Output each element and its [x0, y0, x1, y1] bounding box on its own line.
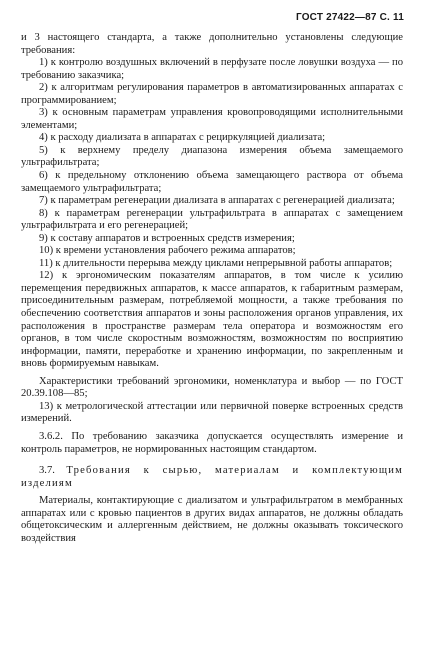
list-item-1: 1) к контролю воздушных включений в перфузате после ловушки воздуха — по требованию заказчика; — [21, 57, 403, 81]
paragraph-intro: и 3 настоящего стандарта, а также дополнительно установлены следующие требования: — [21, 32, 403, 56]
list-item-2: 2) к алгоритмам регулирования параметров в автоматизированных аппаратах с программированием; — [21, 82, 403, 106]
paragraph-ergonomics: Характеристики требований эргономики, номенклатура и выбор — по ГОСТ 20.39.108—85; — [21, 375, 403, 400]
paragraph-materials: Материалы, контактирующие с диализатом и ультрафильтратом в мембранных аппаратах или с кровью пациентов в других видах аппаратов, не должны обладать общетоксическим и аллергенным действием, не должны оказывать токсического воздействия — [21, 495, 403, 544]
paragraph-3-6-2: 3.6.2. По требованию заказчика допускается осуществлять измерение и контроль параметров, не нормированных настоящим стандартом. — [21, 430, 403, 455]
list-item-4: 4) к расходу диализата в аппаратах с рециркуляцией диализата; — [39, 132, 326, 144]
section-number: 3.7. — [39, 465, 55, 477]
list-item-8: 8) к параметрам регенерации ультрафильтрата в аппаратах с замещением ультрафильтрата и его регенерацией; — [21, 207, 403, 232]
page-header: ГОСТ 27422—87 С. 11 — [295, 12, 404, 23]
list-item-9: 9) к составу аппаратов и встроенных средств измерения; — [39, 232, 295, 244]
document-body — [21, 32, 403, 545]
section-heading — [21, 465, 403, 490]
list-item-6: 6) к предельному отклонению объема замещающего раствора от объема замещаемого ультрафильтрата; — [21, 170, 403, 194]
list-item-7: 7) к параметрам регенерации диализата в аппаратах с регенерацией диализата; — [39, 195, 395, 207]
list-item-12: 12) к эргономическим показателям аппаратов, в том числе к усилию перемещения передвижных аппаратов, к массе аппаратов, к габаритным размерам, присоединительным размерам, потребляемой мощности, а также требования по обеспечению соответствия аппаратов и зоны расположения органов управления, их расположения в пространстве размерам тела оператора и возможностям его органов, в том числе скоростным возможностям, возможностям по восприятию информации, памяти, переработке и хранению информации, по закрепленным и вновь формируемым навыкам. — [21, 270, 403, 370]
section-title: Требования к сырью, материалам и комплектующим изделиям — [21, 465, 403, 489]
list-item-13: 13) к метрологической аттестации или первичной поверке встроенных средств измерений. — [21, 400, 403, 425]
list-item-3: 3) к основным параметрам управления кровопроводящими исполнительными элементами; — [21, 107, 403, 131]
list-item-11: 11) к длительности перерыва между циклами непрерывной работы аппаратов; — [39, 257, 393, 269]
list-item-10: 10) к времени установления рабочего режима аппаратов; — [39, 245, 296, 257]
list-item-5: 5) к верхнему пределу диапазона измерения объема замещаемого ультрафильтрата; — [21, 144, 403, 169]
